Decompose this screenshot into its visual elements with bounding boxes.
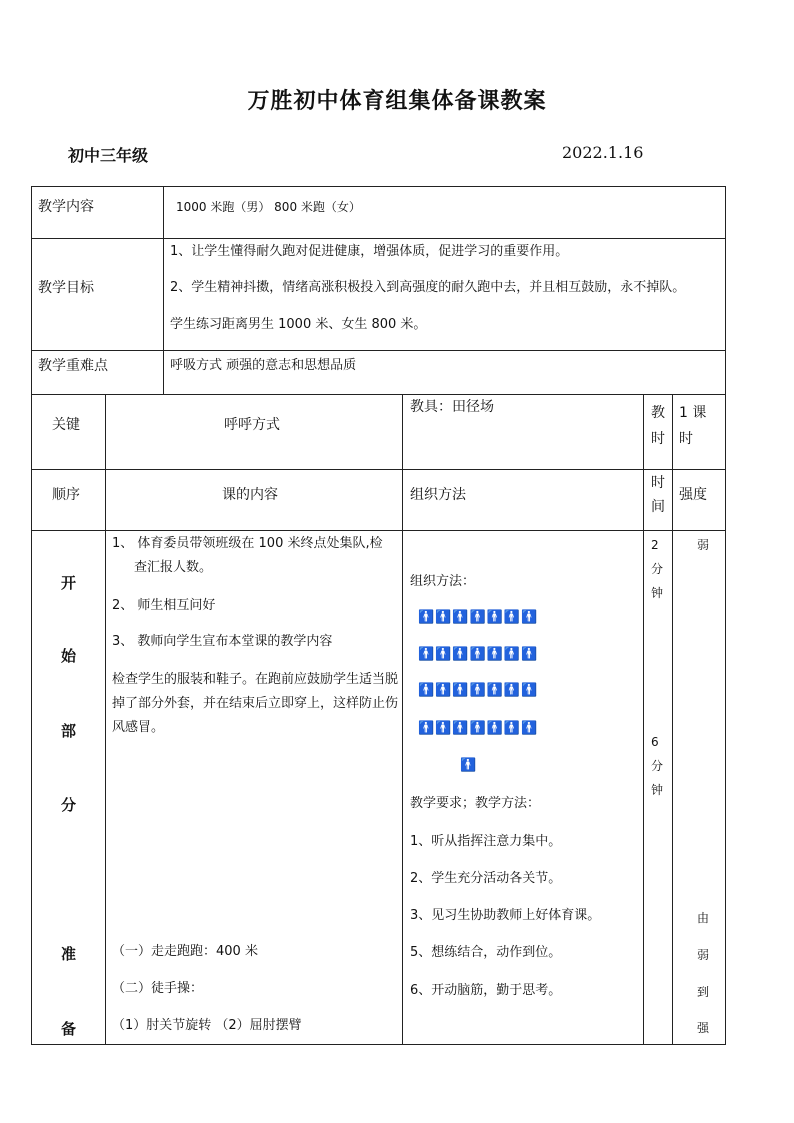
content-warmup-run: （一）走走跑跑：400 米 <box>112 944 258 959</box>
time-unit: 分 <box>651 759 664 773</box>
time-unit: 分 <box>651 562 664 576</box>
content-item-1-line-1: 1、 体育委员带领班级在 100 米终点处集队,检 <box>112 536 383 551</box>
section-char: 开 <box>61 574 77 592</box>
grade-label: 初中三年级 <box>68 146 149 165</box>
section-char: 分 <box>61 796 77 814</box>
lesson-date: 2022.1.16 <box>562 143 644 162</box>
intensity-value: 强 <box>697 1021 710 1035</box>
key-label: 关键 <box>52 417 80 433</box>
requirement-item: 6、开动脑筋，勤于思考。 <box>410 983 562 998</box>
content-exercises: （1）肘关节旋转 （2）屈肘摆臂 <box>112 1018 302 1033</box>
page-title: 万胜初中体育组集体备课教案 <box>247 88 547 114</box>
time-header-1: 时 <box>651 475 665 491</box>
content-item-3: 3、 教师向学生宣布本堂课的教学内容 <box>112 634 333 649</box>
equipment-text: 教具：田径场 <box>410 399 494 415</box>
section-char: 准 <box>61 945 77 963</box>
formation-row: 🚹🚹🚹🚹🚹🚹🚹 <box>418 683 539 698</box>
requirement-item: 5、想练结合，动作到位。 <box>410 945 562 960</box>
section-char: 始 <box>61 647 77 665</box>
formation-row: 🚹🚹🚹🚹🚹🚹🚹 <box>418 721 539 736</box>
formation-row: 🚹🚹🚹🚹🚹🚹🚹 <box>418 610 539 625</box>
goals-label: 教学目标 <box>38 280 94 296</box>
cell-section-intensity <box>672 530 726 1045</box>
content-item-2: 2、 师生相互问好 <box>112 598 216 613</box>
goal-item-1: 1、让学生懂得耐久跑对促进健康，增强体质，促进学习的重要作用。 <box>170 244 569 259</box>
time-header-2: 间 <box>651 499 665 515</box>
difficulty-value: 呼吸方式 顽强的意志和思想品质 <box>170 358 357 373</box>
intensity-value: 由 <box>697 911 710 925</box>
time-unit: 钟 <box>651 783 664 797</box>
requirement-item: 1、听从指挥注意力集中。 <box>410 834 562 849</box>
hours-label-1: 教 <box>651 405 665 421</box>
goal-item-2: 2、学生精神抖擞，情绪高涨积极投入到高强度的耐久跑中去，并且相互鼓励，永不掉队。 <box>170 280 686 295</box>
content-item-1-line-2: 查汇报人数。 <box>134 560 213 575</box>
content-value: 1000 米跑（男） 800 米跑（女） <box>176 200 361 214</box>
method-header: 组织方法 <box>410 487 466 503</box>
time-value: 6 <box>651 735 659 749</box>
teaching-requirements-label: 教学要求；教学方法： <box>410 796 541 811</box>
teacher-icon: 🚹 <box>460 758 478 773</box>
time-unit: 钟 <box>651 586 664 600</box>
intensity-value: 到 <box>697 985 710 999</box>
content-header: 课的内容 <box>222 487 278 503</box>
difficulty-label: 教学重难点 <box>38 358 108 374</box>
cell-section-label <box>31 530 106 1045</box>
section-char: 备 <box>61 1020 77 1038</box>
org-method-label: 组织方法： <box>410 574 476 589</box>
intensity-value: 弱 <box>697 948 710 962</box>
hours-value-2: 时 <box>679 431 693 447</box>
time-value: 2 <box>651 538 659 552</box>
hours-value-1: 1 课 <box>679 405 707 421</box>
formation-row: 🚹🚹🚹🚹🚹🚹🚹 <box>418 647 539 662</box>
requirement-item: 2、学生充分活动各关节。 <box>410 871 562 886</box>
intensity-value: 弱 <box>697 538 710 552</box>
content-freehand: （二）徒手操： <box>112 981 204 996</box>
hours-label-2: 时 <box>651 431 665 447</box>
content-paragraph: 检查学生的服装和鞋子。在跑前应鼓励学生适当脱掉了部分外套，并在结束后立即穿上，这样防止伤风感冒。 <box>112 672 399 735</box>
intensity-header: 强度 <box>679 487 707 503</box>
order-header: 顺序 <box>52 487 80 503</box>
goal-item-3: 学生练习距离男生 1000 米、女生 800 米。 <box>170 317 427 332</box>
key-value: 呼呼方式 <box>224 417 280 433</box>
content-label: 教学内容 <box>38 199 94 215</box>
cell-section-method <box>402 530 644 1045</box>
requirement-item: 3、见习生协助教师上好体育课。 <box>410 908 601 923</box>
section-char: 部 <box>61 722 77 740</box>
